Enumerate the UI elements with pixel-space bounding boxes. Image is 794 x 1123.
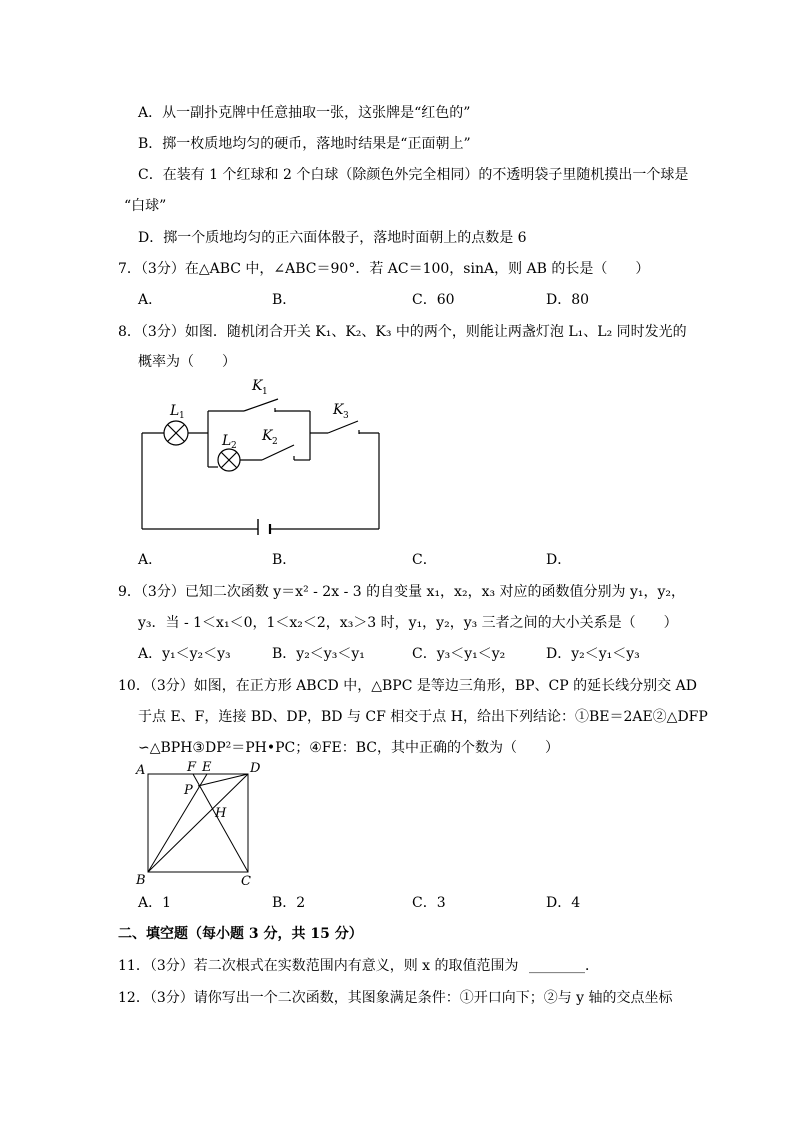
label-l1-sub: 1 [179, 411, 185, 421]
q10-option-a: A．1 [138, 895, 172, 911]
q6-option-b: B．掷一枚质地均匀的硬币，落地时结果是“正面朝上” [138, 136, 471, 152]
label-l2: L [222, 433, 232, 449]
q10-option-b: B．2 [272, 895, 306, 911]
q6-option-d: D．掷一个质地均匀的正六面体骰子，落地时面朝上的点数是 6 [138, 230, 527, 246]
q9-stem-line1: 9．（3分）已知二次函数 y＝x² - 2x - 3 的自变量 x₁，x₂，x₃ 对应的函数值分别为 y₁，y₂， [118, 584, 686, 600]
q6-option-a: A．从一副扑克牌中任意抽取一张，这张牌是“红色的” [138, 105, 471, 121]
label-k1-sub: 1 [262, 387, 268, 397]
label-d: D [250, 761, 261, 776]
q9-option-a: A．y₁＜y₂＜y₃ [138, 646, 231, 662]
q6-option-c-line2: “白球” [124, 198, 167, 214]
q7-option-a: A． [138, 292, 163, 308]
label-k1: K [252, 378, 263, 394]
label-b: B [136, 873, 146, 888]
q10-option-c: C．3 [412, 895, 446, 911]
label-c: C [241, 874, 251, 889]
circuit-diagram [130, 375, 390, 535]
q11-blank: ________． [528, 958, 599, 974]
q9-option-b: B．y₂＜y₃＜y₁ [272, 646, 365, 662]
label-f: F [187, 760, 197, 775]
q6-option-c-line1: C．在装有 1 个红球和 2 个白球（除颜色外完全相同）的不透明袋子里随机摸出一个球是 [138, 167, 689, 183]
q10-stem-line1: 10．（3分）如图，在正方形 ABCD 中，△BPC 是等边三角形，BP、CP 的延长线分别交 AD [118, 678, 697, 694]
label-a: A [136, 763, 146, 778]
label-k3: K [333, 402, 344, 418]
q8-option-c: C． [412, 552, 437, 568]
q9-stem-line2: y₃．当 - 1＜x₁＜0，1＜x₂＜2，x₃＞3 时，y₁，y₂，y₃ 三者之间的大小关系是（ ） [138, 615, 678, 631]
q11-stem [118, 957, 599, 975]
label-k2: K [262, 428, 273, 444]
q10-stem-line3: ∽△BPH③DP²＝PH•PC；④FE：BC，其中正确的个数为（ ） [138, 740, 559, 756]
q8-option-a: A． [138, 552, 163, 568]
q9-option-c: C．y₃＜y₁＜y₂ [412, 646, 506, 662]
q8-option-d: D． [546, 552, 572, 568]
square-geometry-figure [130, 758, 270, 893]
label-h: H [215, 806, 227, 821]
q7-option-d: D．80 [546, 292, 590, 308]
q9-option-d: D．y₂＜y₁＜y₃ [546, 646, 640, 662]
label-k2-sub: 2 [272, 437, 278, 447]
q10-option-d: D．4 [546, 895, 581, 911]
label-l1: L [170, 403, 180, 419]
section-title: 二、填空题（每小题 3 分，共 15 分） [118, 926, 363, 942]
q7-option-b: B． [272, 292, 297, 308]
q7-stem: 7．（3分）在△ABC 中，∠ABC＝90°．若 AC＝100，sinA，则 AB 的长是（ ） [118, 261, 650, 277]
q7-option-c: C．60 [412, 292, 455, 308]
q8-stem-line1: 8．（3分）如图．随机闭合开关 K₁、K₂、K₃ 中的两个，则能让两盏灯泡 L₁、L₂ 同时发光的 [118, 324, 687, 340]
q12-stem: 12．（3分）请你写出一个二次函数，其图象满足条件：①开口向下；②与 y 轴的交点坐标 [118, 990, 673, 1006]
label-k3-sub: 3 [343, 411, 349, 421]
label-p: P [184, 783, 193, 798]
q11-text: 11．（3分）若二次根式在实数范围内有意义，则 x 的取值范围为 [118, 958, 519, 974]
q10-stem-line2: 于点 E、F，连接 BD、DP，BD 与 CF 相交于点 H，给出下列结论：①BE＝2AE②△DFP [138, 709, 708, 725]
label-l2-sub: 2 [231, 441, 237, 451]
q8-stem-line2: 概率为（ ） [138, 354, 236, 370]
q8-option-b: B． [272, 552, 297, 568]
label-e: E [202, 760, 212, 775]
